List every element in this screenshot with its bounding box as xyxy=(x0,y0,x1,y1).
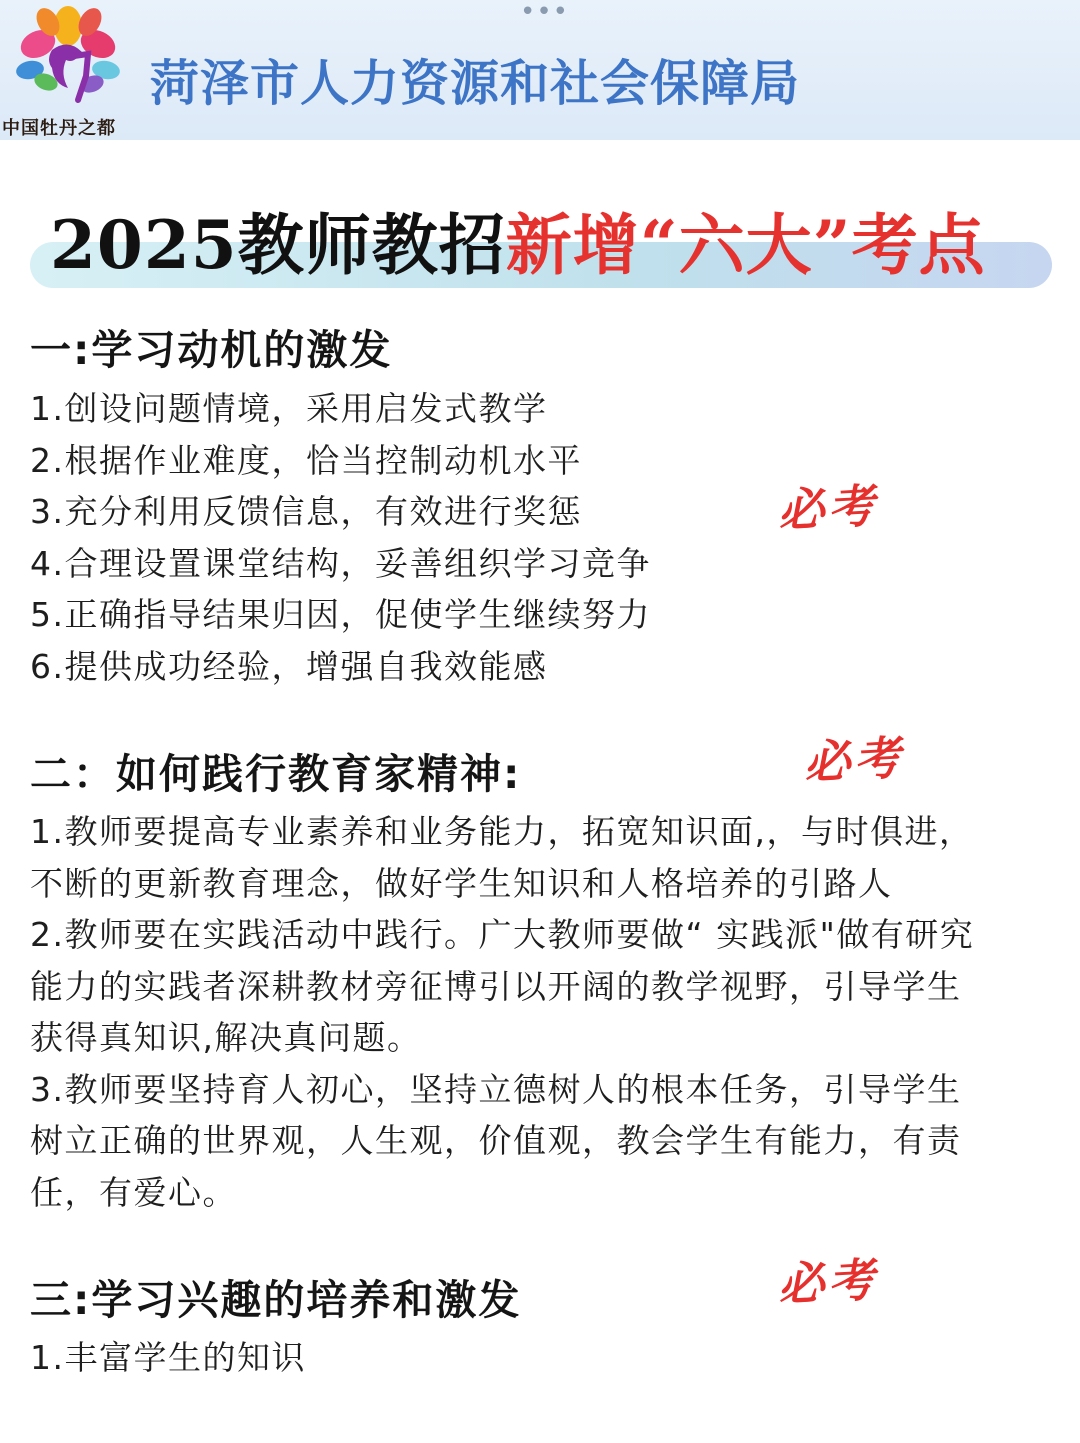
list-item: 6.提供成功经验，增强自我效能感 xyxy=(30,646,548,686)
list-item: 2.根据作业难度，恰当控制动机水平 xyxy=(30,440,582,480)
section-list-educator-spirit xyxy=(30,806,1060,1218)
list-item: 1.丰富学生的知识 xyxy=(30,1338,306,1377)
list-item: 树立正确的世界观，人生观，价值观，教会学生有能力，有责 xyxy=(30,1121,962,1160)
list-item: 1.教师要提高专业素养和业务能力，拓宽知识面,，与时俱进， xyxy=(30,812,974,851)
peony-logo-icon xyxy=(8,4,128,112)
organization-name: 菏泽市人力资源和社会保障局 xyxy=(150,55,801,112)
list-item: 获得真知识,解决真问题。 xyxy=(30,1018,422,1057)
list-item: 任，有爱心。 xyxy=(30,1172,237,1212)
list-item: 3.教师要坚持育人初心，坚持立德树人的根本任务，引导学生 xyxy=(30,1069,962,1109)
list-item: 能力的实践者深耕教材旁征博引以开阔的教学视野，引导学生 xyxy=(30,966,962,1006)
section-list-motivation xyxy=(30,383,1060,692)
must-test-stamp: 必考 xyxy=(802,730,906,790)
section-heading-educator-spirit: 二：如何践行教育家精神: xyxy=(30,750,522,798)
list-item: 2.教师要在实践活动中践行。广大教师要做“ 实践派"做有研究 xyxy=(30,915,975,954)
must-test-stamp: 必考 xyxy=(776,1252,880,1312)
page-title xyxy=(50,200,986,290)
section-list-interest xyxy=(30,1332,1060,1384)
must-test-stamp: 必考 xyxy=(776,478,880,538)
title-black-part: 2025教师教招 xyxy=(50,206,506,284)
list-item: 3.充分利用反馈信息，有效进行奖惩 xyxy=(30,492,582,531)
more-options-icon[interactable]: ••• xyxy=(520,0,570,27)
section-heading-motivation: 一:学习动机的激发 xyxy=(30,326,393,374)
list-item: 1.创设问题情境，采用启发式教学 xyxy=(30,389,548,428)
list-item: 5.正确指导结果归因，促使学生继续努力 xyxy=(30,595,651,634)
title-red-part: 新增“六大”考点 xyxy=(505,206,986,284)
logo-caption: 中国牡丹之都 xyxy=(2,118,116,139)
list-item: 不断的更新教育理念，做好学生知识和人格培养的引路人 xyxy=(30,863,893,903)
list-item: 4.合理设置课堂结构，妥善组织学习竞争 xyxy=(30,543,651,583)
section-heading-interest: 三:学习兴趣的培养和激发 xyxy=(30,1276,522,1324)
